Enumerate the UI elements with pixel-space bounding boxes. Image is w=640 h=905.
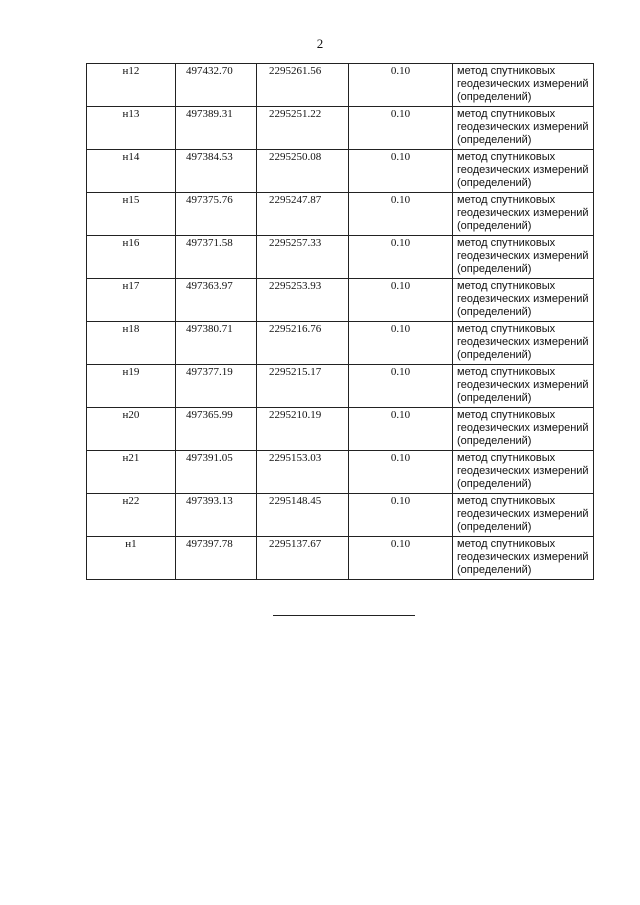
y-coordinate-cell: 2295250.08 (257, 150, 349, 193)
x-coordinate-cell: 497391.05 (176, 451, 257, 494)
accuracy-cell: 0.10 (349, 193, 453, 236)
accuracy-cell: 0.10 (349, 322, 453, 365)
accuracy-cell: 0.10 (349, 107, 453, 150)
accuracy-cell: 0.10 (349, 494, 453, 537)
table-row (87, 537, 594, 580)
x-coordinate-cell: 497432.70 (176, 64, 257, 107)
x-coordinate-cell: 497397.78 (176, 537, 257, 580)
method-cell: метод спутниковых геодезических измерений (определений) (453, 451, 594, 494)
method-cell: метод спутниковых геодезических измерений (определений) (453, 107, 594, 150)
table-row (87, 236, 594, 279)
page-number: 2 (316, 36, 324, 51)
method-cell: метод спутниковых геодезических измерений (определений) (453, 322, 594, 365)
table-row (87, 322, 594, 365)
x-coordinate-cell: 497375.76 (176, 193, 257, 236)
point-name-cell: н12 (87, 64, 176, 107)
table-row (87, 279, 594, 322)
x-coordinate-cell: 497371.58 (176, 236, 257, 279)
accuracy-cell: 0.10 (349, 408, 453, 451)
method-cell: метод спутниковых геодезических измерений (определений) (453, 236, 594, 279)
method-cell: метод спутниковых геодезических измерений (определений) (453, 64, 594, 107)
table-row (87, 451, 594, 494)
method-cell: метод спутниковых геодезических измерений (определений) (453, 408, 594, 451)
point-name-cell: н13 (87, 107, 176, 150)
accuracy-cell: 0.10 (349, 279, 453, 322)
method-cell: метод спутниковых геодезических измерений (определений) (453, 537, 594, 580)
point-name-cell: н22 (87, 494, 176, 537)
x-coordinate-cell: 497384.53 (176, 150, 257, 193)
table-row (87, 107, 594, 150)
method-cell: метод спутниковых геодезических измерений (определений) (453, 279, 594, 322)
point-name-cell: н16 (87, 236, 176, 279)
y-coordinate-cell: 2295137.67 (257, 537, 349, 580)
y-coordinate-cell: 2295257.33 (257, 236, 349, 279)
y-coordinate-cell: 2295215.17 (257, 365, 349, 408)
y-coordinate-cell: 2295247.87 (257, 193, 349, 236)
end-of-document-rule (273, 615, 415, 616)
x-coordinate-cell: 497377.19 (176, 365, 257, 408)
point-name-cell: н21 (87, 451, 176, 494)
table-row (87, 64, 594, 107)
x-coordinate-cell: 497389.31 (176, 107, 257, 150)
x-coordinate-cell: 497380.71 (176, 322, 257, 365)
point-name-cell: н18 (87, 322, 176, 365)
point-name-cell: н1 (87, 537, 176, 580)
accuracy-cell: 0.10 (349, 236, 453, 279)
y-coordinate-cell: 2295148.45 (257, 494, 349, 537)
point-name-cell: н19 (87, 365, 176, 408)
accuracy-cell: 0.10 (349, 451, 453, 494)
x-coordinate-cell: 497363.97 (176, 279, 257, 322)
y-coordinate-cell: 2295261.56 (257, 64, 349, 107)
y-coordinate-cell: 2295251.22 (257, 107, 349, 150)
y-coordinate-cell: 2295253.93 (257, 279, 349, 322)
coordinates-table (86, 63, 594, 580)
y-coordinate-cell: 2295216.76 (257, 322, 349, 365)
point-name-cell: н14 (87, 150, 176, 193)
table-row (87, 193, 594, 236)
accuracy-cell: 0.10 (349, 150, 453, 193)
table-row (87, 150, 594, 193)
accuracy-cell: 0.10 (349, 365, 453, 408)
point-name-cell: н15 (87, 193, 176, 236)
x-coordinate-cell: 497365.99 (176, 408, 257, 451)
method-cell: метод спутниковых геодезических измерений (определений) (453, 193, 594, 236)
accuracy-cell: 0.10 (349, 64, 453, 107)
table-row (87, 494, 594, 537)
coordinates-table-body (87, 64, 594, 580)
point-name-cell: н20 (87, 408, 176, 451)
table-row (87, 408, 594, 451)
y-coordinate-cell: 2295153.03 (257, 451, 349, 494)
method-cell: метод спутниковых геодезических измерений (определений) (453, 494, 594, 537)
method-cell: метод спутниковых геодезических измерений (определений) (453, 365, 594, 408)
y-coordinate-cell: 2295210.19 (257, 408, 349, 451)
point-name-cell: н17 (87, 279, 176, 322)
x-coordinate-cell: 497393.13 (176, 494, 257, 537)
method-cell: метод спутниковых геодезических измерений (определений) (453, 150, 594, 193)
table-row (87, 365, 594, 408)
accuracy-cell: 0.10 (349, 537, 453, 580)
